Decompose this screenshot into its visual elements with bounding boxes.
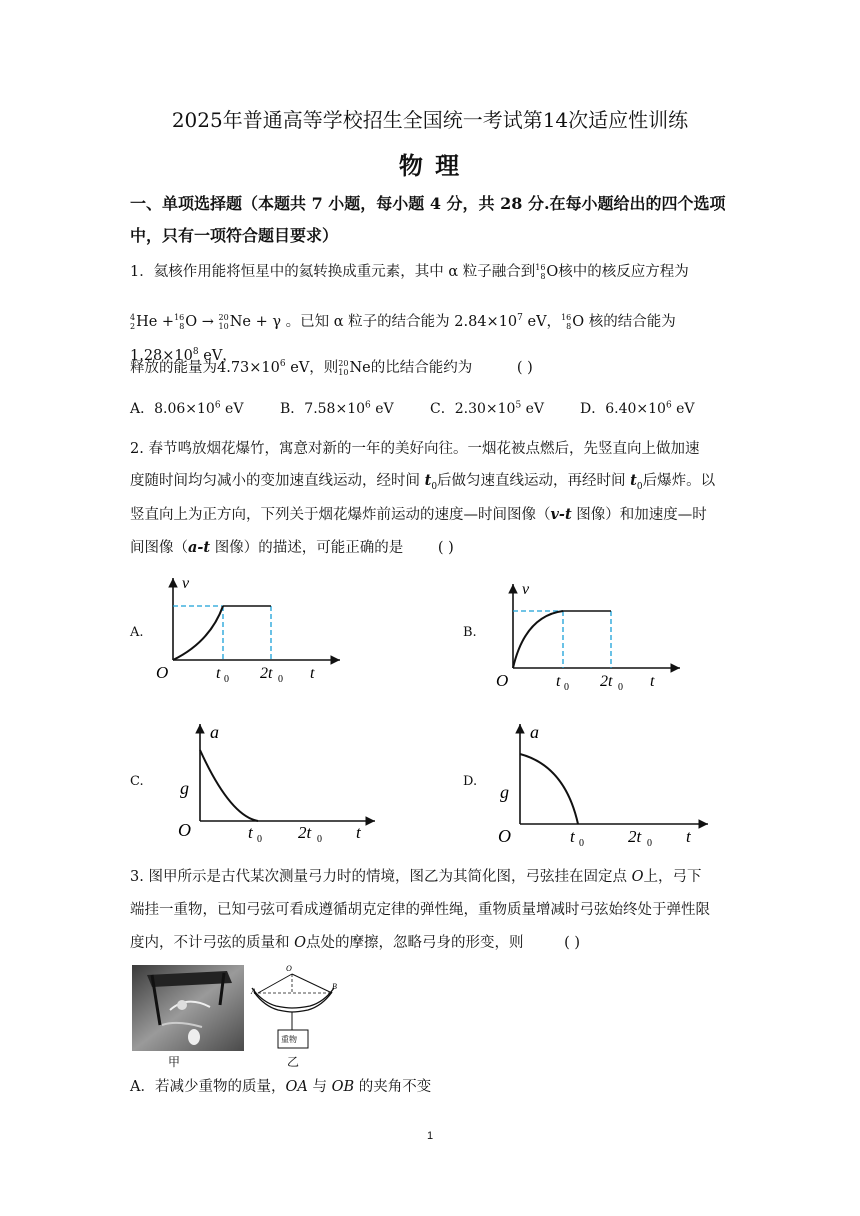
- q2-option-d-label[interactable]: D.: [463, 774, 478, 789]
- svg-text:A: A: [251, 987, 256, 996]
- svg-text:0: 0: [618, 682, 623, 693]
- page-number: 1: [426, 1130, 434, 1142]
- section-heading: 一、单项选择题（本题共 7 小题，每小题 4 分，共 28 分.在每小题给出的四个选项中，只有一项符合题目要求）: [130, 194, 726, 245]
- q2-graph-d[interactable]: [490, 716, 715, 851]
- q3-answer-paren[interactable]: ( ): [564, 935, 581, 951]
- q3-option-a[interactable]: A．若减少重物的质量，OA 与 OB 的夹角不变: [130, 1079, 432, 1095]
- ne20-nuclide: 20 10: [218, 312, 229, 331]
- he4-nuclide: 4 2: [130, 312, 136, 331]
- svg-text:0: 0: [257, 834, 262, 845]
- q1-answer-paren[interactable]: ( ): [516, 359, 533, 376]
- svg-text:v: v: [522, 581, 530, 598]
- bow-diagram: [248, 962, 344, 1067]
- g-label: g: [180, 778, 189, 798]
- svg-text:a: a: [210, 722, 219, 742]
- svg-text:a: a: [530, 722, 539, 742]
- svg-text:0: 0: [224, 674, 229, 685]
- svg-text:2t: 2t: [298, 823, 312, 842]
- q1-option-a[interactable]: A．$8.06\times 10^6$ eV: [130, 400, 244, 417]
- figure-yi-label: 乙: [287, 1055, 300, 1069]
- o16-nuclide: 16 8: [535, 263, 546, 281]
- svg-text:O: O: [496, 671, 509, 690]
- q2-line3: 竖直向上为正方向，下列关于烟花爆炸前运动的速度—时间图像（v-t 图像）和加速度—时: [130, 506, 707, 523]
- svg-text:t: t: [650, 673, 655, 690]
- svg-text:0: 0: [579, 838, 584, 849]
- svg-text:2t: 2t: [600, 673, 613, 690]
- q1-line1: 1．氦核作用能将恒星中的氦转换成重元素，其中 α 粒子融合到 16 8 O核中的核反应方程为: [130, 257, 742, 287]
- svg-text:t: t: [686, 827, 691, 846]
- q2-line2: 度随时间均匀减小的变加速直线运动，经时间 $t_0$后做匀速直线运动，再经时间 $t_0$后爆炸。以: [130, 472, 716, 492]
- q2-option-a-label[interactable]: A.: [130, 625, 144, 640]
- svg-text:2t: 2t: [628, 827, 642, 846]
- q1-option-c[interactable]: C．$2.30\times 10^5$ eV: [430, 400, 545, 417]
- svg-text:O: O: [498, 826, 511, 846]
- svg-text:t: t: [248, 823, 253, 842]
- svg-text:0: 0: [564, 682, 569, 693]
- svg-text:0: 0: [647, 838, 652, 849]
- q2-line1: 2. 春节鸣放烟花爆竹，寓意对新的一年的美好向往。一烟花被点燃后，先竖直向上做加速: [130, 441, 700, 457]
- velocity-curve: [513, 611, 563, 668]
- y-label: v: [182, 575, 190, 592]
- svg-text:0: 0: [317, 834, 322, 845]
- q3-line2: 端挂一重物，已知弓弦可看成遵循胡克定律的弹性绳，重物质量增减时弓弦始终处于弹性限: [130, 902, 710, 918]
- q2-graph-c[interactable]: [170, 716, 380, 846]
- svg-text:g: g: [500, 782, 509, 802]
- q2-line4: 间图像（a-t 图像）的描述，可能正确的是 ( ): [130, 539, 454, 556]
- acceleration-curve: [520, 754, 578, 824]
- svg-text:B: B: [332, 982, 337, 991]
- q2-option-b-label[interactable]: B.: [463, 625, 477, 640]
- svg-text:t: t: [570, 827, 575, 846]
- q3-line1: 3. 图甲所示是古代某次测量弓力时的情境，图乙为其简化图，弓弦挂在固定点 O上，弓下: [130, 869, 702, 885]
- velocity-curve: [173, 606, 223, 660]
- svg-text:t: t: [310, 665, 315, 682]
- origin-label: O: [156, 663, 169, 682]
- exam-title: 2025年普通高等学校招生全国统一考试第14次适应性训练: [171, 108, 689, 132]
- figure-jia-label: 甲: [168, 1055, 181, 1069]
- svg-text:t: t: [356, 823, 361, 842]
- q2-graph-b[interactable]: [490, 576, 690, 694]
- svg-text:O: O: [178, 820, 191, 840]
- svg-text:O: O: [286, 964, 292, 973]
- acceleration-curve: [200, 750, 258, 821]
- q1-line2: 4 2 He + 16 8 O → 20 10 Ne + γ 。已知 α 粒子的结合能为 $2.84\times 10^7$ eV， 16 8 O 核的结合能为$1.28\times 10^8$ eV，: [130, 303, 742, 371]
- q2-answer-paren[interactable]: ( ): [437, 540, 454, 556]
- weight-label: 重物: [281, 1035, 297, 1044]
- q2-option-c-label[interactable]: C.: [130, 774, 144, 789]
- subject-title: 物 理: [398, 151, 462, 180]
- svg-text:2t: 2t: [260, 665, 273, 682]
- q1-option-b[interactable]: B．$7.58\times 10^6$ eV: [280, 400, 394, 417]
- svg-text:0: 0: [278, 674, 283, 685]
- q1-option-d[interactable]: D．$6.40\times 10^6$ eV: [580, 400, 695, 417]
- svg-text:t: t: [556, 673, 561, 690]
- q2-graph-a[interactable]: [150, 572, 350, 687]
- ancient-bow-photo: [132, 965, 244, 1051]
- svg-text:t: t: [216, 665, 221, 682]
- q1-line3: 释放的能量为$4.73\times 10^6$ eV，则 20 10 Ne的比结合能约为 ( ): [130, 358, 533, 377]
- q3-line3: 度内，不计弓弦的质量和 O点处的摩擦，忽略弓身的形变，则 ( ): [130, 935, 581, 951]
